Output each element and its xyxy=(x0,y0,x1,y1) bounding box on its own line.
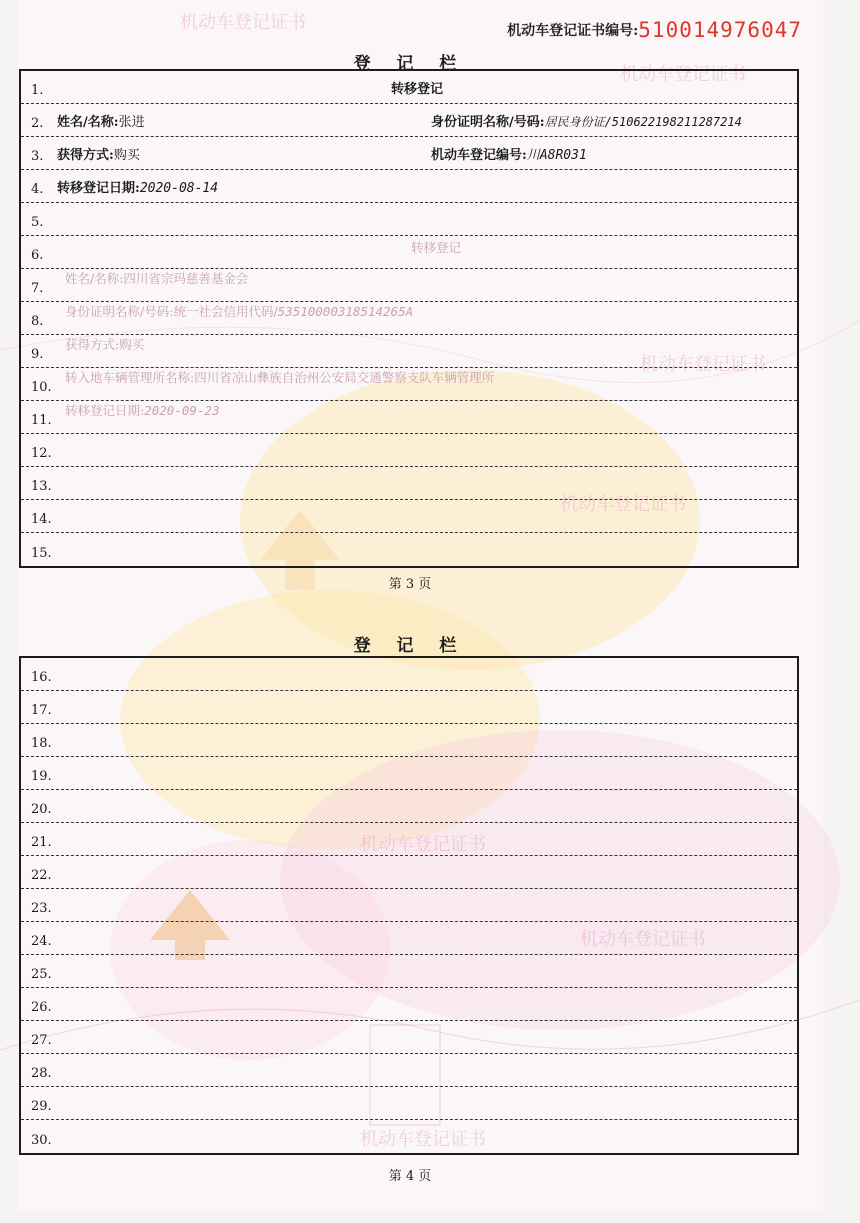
table-row xyxy=(21,1021,797,1054)
row-number: 6. xyxy=(31,248,44,263)
watermark-text: 机动车登记证书 xyxy=(580,929,706,950)
owner-name-value: 张进 xyxy=(118,115,145,130)
watermark-text: 机动车登记证书 xyxy=(620,64,746,85)
table-row xyxy=(21,203,797,236)
transfer-date-field xyxy=(57,177,218,196)
row-number: 26. xyxy=(31,1000,52,1015)
table-row xyxy=(21,658,797,691)
row-number: 11. xyxy=(31,413,52,428)
page-3-number: 第 3 页 xyxy=(388,577,432,592)
row-number: 18. xyxy=(31,736,52,751)
id-field xyxy=(431,111,742,130)
table-row xyxy=(21,368,797,401)
reg-no-field xyxy=(431,144,587,163)
table-row xyxy=(21,302,797,335)
row-number: 16. xyxy=(31,670,52,685)
table-row xyxy=(21,1120,797,1153)
row-number: 22. xyxy=(31,868,52,883)
faded-id xyxy=(65,302,413,320)
id-value: 居民身份证/510622198211287214 xyxy=(544,115,742,129)
row-number: 13. xyxy=(31,479,52,494)
table-row xyxy=(21,889,797,922)
table-row xyxy=(21,71,797,104)
table-row xyxy=(21,335,797,368)
faded-transfer-date xyxy=(65,401,219,419)
reg-no-value: 川A8R031 xyxy=(526,148,587,163)
table-row xyxy=(21,500,797,533)
row-number: 9. xyxy=(31,347,44,362)
cert-number-value: 510014976047 xyxy=(638,18,802,42)
table-row xyxy=(21,757,797,790)
table-row xyxy=(21,170,797,203)
acquisition-value: 购买 xyxy=(113,148,140,163)
faded-date-label: 转移登记日期: xyxy=(65,403,145,418)
table-row xyxy=(21,1054,797,1087)
table-row xyxy=(21,691,797,724)
faded-id-label: 身份证明名称/号码: xyxy=(65,304,174,319)
faded-id-value: 统一社会信用代码/ xyxy=(173,304,278,319)
table-row xyxy=(21,955,797,988)
table-row xyxy=(21,104,797,137)
faded-owner-name: 姓名/名称:四川省宗玛慈善基金会 xyxy=(65,271,249,286)
cert-number-header xyxy=(507,18,802,42)
watermark-text: 机动车登记证书 xyxy=(180,12,306,33)
table-row xyxy=(21,401,797,434)
row-number: 20. xyxy=(31,802,52,817)
row-number: 30. xyxy=(31,1133,52,1148)
row-number: 8. xyxy=(31,314,44,329)
row-number: 27. xyxy=(31,1033,52,1048)
row-number: 5. xyxy=(31,215,44,230)
page-4-title: 登 记 栏 xyxy=(353,636,467,656)
registration-table-page-4 xyxy=(19,656,799,1155)
registration-table-page-3 xyxy=(19,69,799,568)
row-number: 15. xyxy=(31,546,52,561)
row-number: 17. xyxy=(31,703,52,718)
transfer-date-value: 2020-08-14 xyxy=(139,181,219,196)
table-row xyxy=(21,137,797,170)
table-row xyxy=(21,823,797,856)
row-number: 7. xyxy=(31,281,44,296)
row-number: 14. xyxy=(31,512,52,527)
table-row xyxy=(21,236,797,269)
row-number: 25. xyxy=(31,967,52,982)
watermark-text: 机动车登记证书 xyxy=(360,834,486,855)
table-row xyxy=(21,790,797,823)
reg-no-label: 机动车登记编号: xyxy=(431,148,527,163)
row-number: 2. xyxy=(31,116,44,131)
owner-name-label: 姓名/名称: xyxy=(57,115,119,130)
faded-transfer-office: 转入地车辆管理所名称:四川省凉山彝族自治州公安局交通警察支队车辆管理所 xyxy=(65,370,495,385)
table-row xyxy=(21,434,797,467)
row-number: 10. xyxy=(31,380,52,395)
table-row xyxy=(21,467,797,500)
table-row xyxy=(21,269,797,302)
table-row xyxy=(21,724,797,757)
faded-section-title: 转移登记 xyxy=(411,240,462,255)
section-title: 转移登记 xyxy=(391,82,444,97)
row-number: 23. xyxy=(31,901,52,916)
acquisition-field xyxy=(57,144,140,163)
faded-acquisition: 获得方式:购买 xyxy=(65,337,145,352)
row-number: 19. xyxy=(31,769,52,784)
table-row xyxy=(21,856,797,889)
page-4-number: 第 4 页 xyxy=(388,1169,432,1184)
faded-id-code: 53510000318514265A xyxy=(277,304,414,319)
faded-date-value: 2020-09-23 xyxy=(144,403,220,418)
row-number: 28. xyxy=(31,1066,52,1081)
table-row xyxy=(21,922,797,955)
id-label: 身份证明名称/号码: xyxy=(431,115,545,130)
owner-name-field xyxy=(57,111,145,130)
row-number: 1. xyxy=(31,83,44,98)
row-number: 12. xyxy=(31,446,52,461)
row-number: 24. xyxy=(31,934,52,949)
acquisition-label: 获得方式: xyxy=(57,148,114,163)
table-row xyxy=(21,1087,797,1120)
row-number: 4. xyxy=(31,182,44,197)
watermark-text: 机动车登记证书 xyxy=(360,1129,486,1150)
watermark-text: 机动车登记证书 xyxy=(640,354,766,375)
page-3-title: 登 记 栏 xyxy=(353,54,467,74)
row-number: 3. xyxy=(31,149,44,164)
watermark-text: 机动车登记证书 xyxy=(560,494,686,515)
cert-number-label: 机动车登记证书编号: xyxy=(507,23,639,39)
row-number: 21. xyxy=(31,835,52,850)
row-number: 29. xyxy=(31,1099,52,1114)
table-row xyxy=(21,988,797,1021)
transfer-date-label: 转移登记日期: xyxy=(57,181,140,196)
table-row xyxy=(21,533,797,566)
